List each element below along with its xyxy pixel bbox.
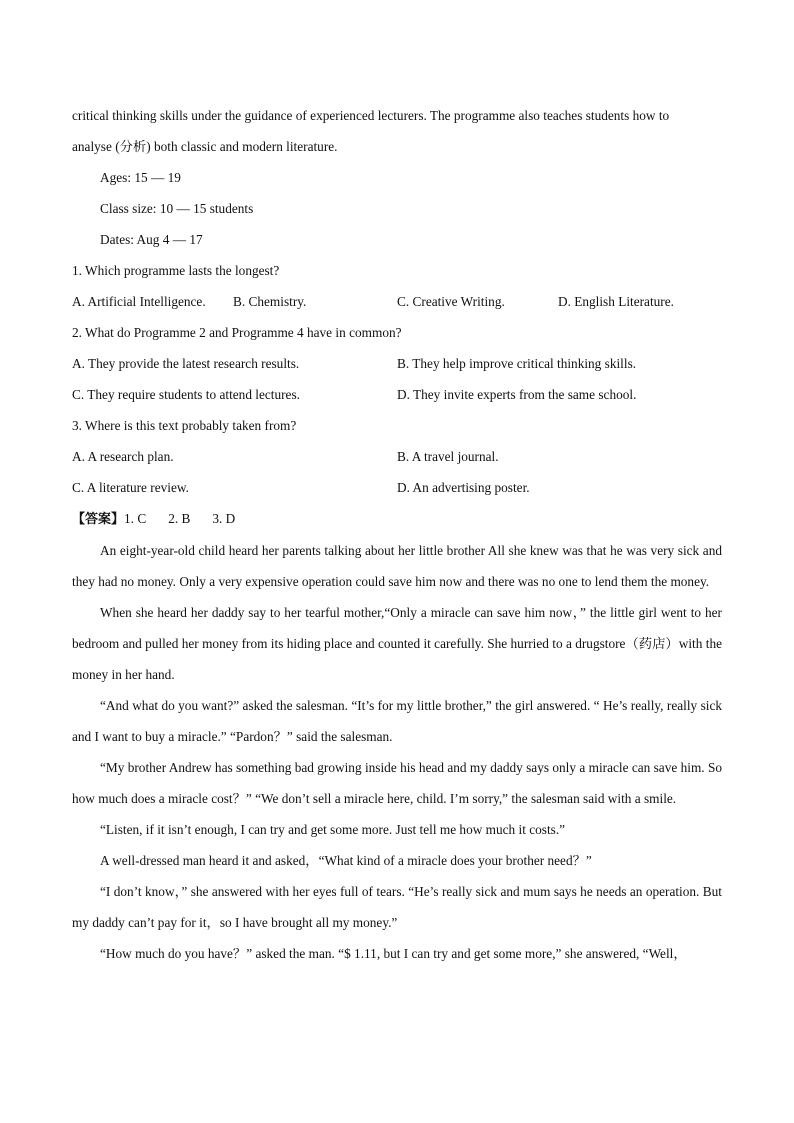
option-b: B. They help improve critical thinking skills. xyxy=(397,356,637,371)
option-a: A. A research plan. xyxy=(72,449,174,464)
programme-class-size: Class size: 10 — 15 students xyxy=(100,201,254,216)
option-a: A. They provide the latest research results. xyxy=(72,356,300,371)
story-paragraph: An eight-year-old child heard her parents talking about her little brother All she knew was that he was very sick and they had no money. Only a very expensive operation could save him now and there was no one to lend them the money. xyxy=(72,543,722,589)
story-paragraph: A well-dressed man heard it and asked，“What kind of a miracle does your brother need？” xyxy=(100,853,592,868)
document-page xyxy=(72,100,722,969)
story-paragraph: “Listen, if it isn’t enough, I can try and get some more. Just tell me how much it costs.” xyxy=(100,822,566,837)
answer-key xyxy=(72,503,722,535)
option-d: D. They invite experts from the same school. xyxy=(397,387,637,402)
question-3-options-row-2 xyxy=(72,472,722,503)
intro-line: analyse (分析) both classic and modern literature. xyxy=(72,139,338,154)
answer-item: 3. D xyxy=(212,511,236,526)
option-a: A. Artificial Intelligence. xyxy=(72,294,206,309)
question-2-options-row-1 xyxy=(72,348,722,379)
intro-line: critical thinking skills under the guidance of experienced lecturers. The programme also teaches students how to xyxy=(72,108,670,123)
story-paragraph: “I don’t know，” she answered with her eyes full of tears. “He’s really sick and mum says he needs an operation. But my daddy can’t pay for it，so I have brought all my money.” xyxy=(72,884,722,930)
question-3-options-row-1 xyxy=(72,441,722,472)
story-paragraph: “My brother Andrew has something bad growing inside his head and my daddy says only a miracle can save him. So how much does a miracle cost？” “We don’t sell a miracle here, child. I’m sorry,” the salesman said with a smile. xyxy=(72,760,722,806)
story-paragraph: “And what do you want?” asked the salesman. “It’s for my little brother,” the girl answered. “ He’s really, really sick and I want to buy a miracle.” “Pardon？” said the salesman. xyxy=(72,698,722,744)
option-c: C. A literature review. xyxy=(72,480,189,495)
story-paragraph: “How much do you have？” asked the man. “$ 1.11, but I can try and get some more,” she answered, “Well， xyxy=(100,946,687,961)
option-b: B. A travel journal. xyxy=(397,449,499,464)
answer-item: 1. C xyxy=(124,511,147,526)
question-1-stem: 1. Which programme lasts the longest? xyxy=(72,263,280,278)
question-1-options xyxy=(72,286,722,317)
programme-dates: Dates: Aug 4 — 17 xyxy=(100,232,203,247)
answer-tag: 【答案】 xyxy=(72,512,125,527)
question-2-stem: 2. What do Programme 2 and Programme 4 have in common? xyxy=(72,325,402,340)
story-paragraph: When she heard her daddy say to her tearful mother,“Only a miracle can save him now，” the little girl went to her bedroom and pulled her money from its hiding place and counted it carefully. She hurried to a drugstore（药店）with the money in her hand. xyxy=(72,605,722,682)
question-3-stem: 3. Where is this text probably taken from? xyxy=(72,418,297,433)
option-c: C. They require students to attend lectures. xyxy=(72,387,300,402)
option-d: D. An advertising poster. xyxy=(397,480,530,495)
option-b: B. Chemistry. xyxy=(233,294,307,309)
option-c: C. Creative Writing. xyxy=(397,294,505,309)
option-d: D. English Literature. xyxy=(558,294,674,309)
question-2-options-row-2 xyxy=(72,379,722,410)
programme-ages: Ages: 15 — 19 xyxy=(100,170,181,185)
answer-item: 2. B xyxy=(168,511,191,526)
